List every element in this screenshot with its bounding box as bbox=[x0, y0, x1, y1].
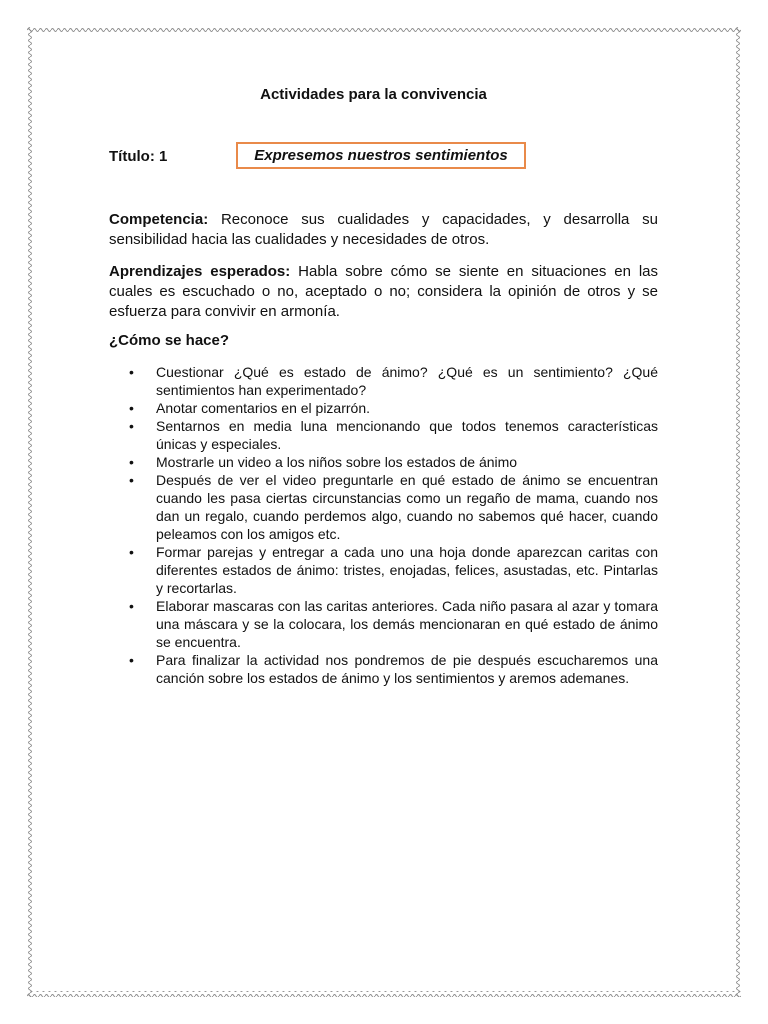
bullet-icon: • bbox=[129, 598, 134, 614]
list-item bbox=[109, 597, 658, 651]
list-item bbox=[109, 471, 658, 543]
step-text: Anotar comentarios en el pizarrón. bbox=[156, 400, 370, 416]
bullet-icon: • bbox=[129, 454, 134, 470]
document-heading: Actividades para la convivencia bbox=[260, 86, 487, 103]
competencia-text: Reconoce sus cualidades y capacidades, y desarrolla su sensibilidad hacia las cualidades y necesidades de otros. bbox=[109, 211, 658, 248]
aprendizajes-text: Habla sobre cómo se siente en situaciones en las cuales es escuchado o no, aceptado o no; considera la opinión de otros y se esfuerza para convivir en armonía. bbox=[109, 263, 659, 320]
how-heading: ¿Cómo se hace? bbox=[109, 332, 230, 349]
bullet-icon: • bbox=[129, 652, 134, 668]
step-text: Sentarnos en media luna mencionando que todos tenemos características únicas y especiales. bbox=[156, 418, 658, 452]
steps-list bbox=[109, 363, 658, 687]
list-item bbox=[109, 399, 658, 417]
bullet-icon: • bbox=[129, 472, 134, 488]
list-item bbox=[109, 417, 658, 453]
title-row bbox=[109, 142, 658, 172]
bullet-icon: • bbox=[129, 544, 134, 560]
list-item bbox=[109, 543, 658, 597]
step-text: Después de ver el video preguntarle en qué estado de ánimo se encuentran cuando les pasa ciertas circunstancias como un regaño de mama, cuando nos dan un regalo, cuando perdemos algo, cuando no sabemos qué hacer, cuando peleamos con los amigos etc. bbox=[156, 472, 658, 542]
title-label: Título: 1 bbox=[109, 148, 168, 165]
competencia-paragraph bbox=[109, 210, 658, 250]
step-text: Elaborar mascaras con las caritas anteriores. Cada niño pasara al azar y tomara una máscara y se la colocara, los demás mencionaran en qué estado de ánimo se encuentra. bbox=[156, 598, 658, 650]
aprendizajes-paragraph bbox=[109, 262, 658, 322]
step-text: Formar parejas y entregar a cada uno una hoja donde aparezcan caritas con diferentes estados de ánimo: tristes, enojadas, felices, asustadas, etc. Pintarlas y recortarlas. bbox=[156, 544, 658, 596]
aprendizajes-label: Aprendizajes esperados: bbox=[109, 263, 291, 280]
list-item bbox=[109, 453, 658, 471]
step-text: Para finalizar la actividad nos pondremos de pie después escucharemos una canción sobre los estados de ánimo y los sentimientos y aremos ademanes. bbox=[156, 652, 658, 686]
list-item bbox=[109, 363, 658, 399]
bullet-icon: • bbox=[129, 400, 134, 416]
step-text: Cuestionar ¿Qué es estado de ánimo? ¿Qué es un sentimiento? ¿Qué sentimientos han experimentado? bbox=[156, 364, 658, 398]
list-item bbox=[109, 651, 658, 687]
competencia-label: Competencia: bbox=[109, 211, 209, 228]
step-text: Mostrarle un video a los niños sobre los estados de ánimo bbox=[156, 454, 518, 470]
title-box: Expresemos nuestros sentimientos bbox=[236, 142, 526, 169]
bullet-icon: • bbox=[129, 364, 134, 380]
bullet-icon: • bbox=[129, 418, 134, 434]
